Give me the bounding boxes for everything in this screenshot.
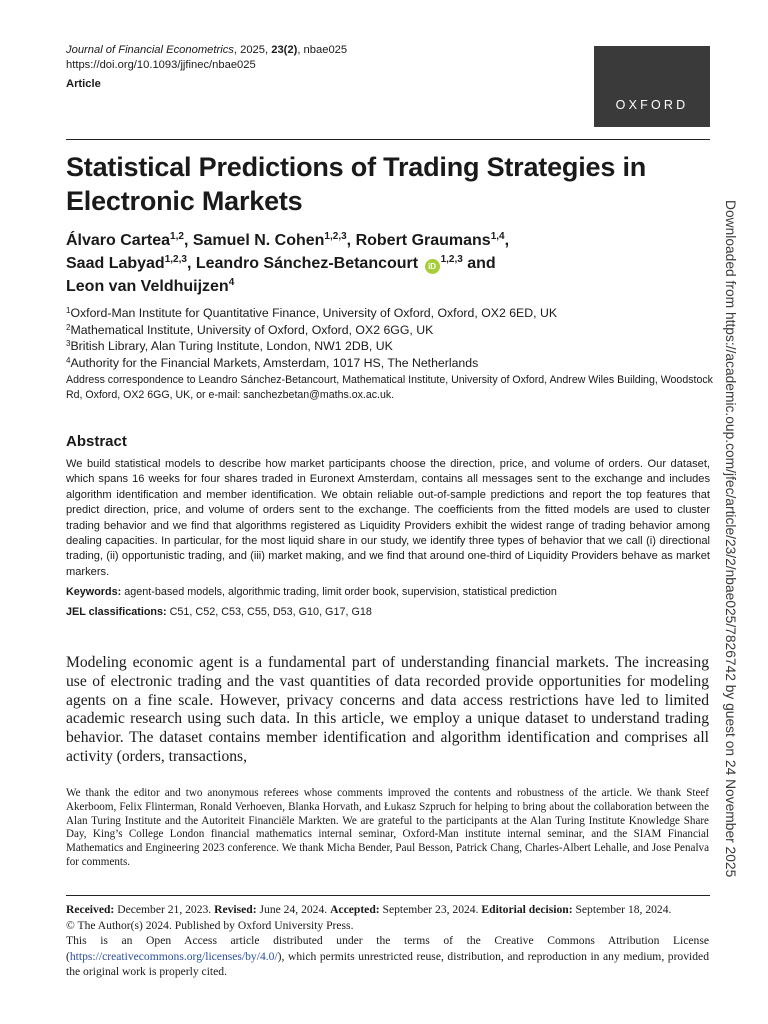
article-id: , nbae025 <box>297 44 348 56</box>
affiliation-item: $^2$Mathematical Institute, University of Oxford, Oxford, OX2 6GG, UK <box>66 322 434 337</box>
bottom-rule <box>66 895 710 896</box>
jel-label: JEL classifications: <box>66 606 167 618</box>
affiliation-item: $^4$Authority for the Financial Markets, Amsterdam, 1017 HS, The Netherlands <box>66 355 479 370</box>
journal-volume: 23(2) <box>271 44 298 56</box>
author-name[interactable]: Leon van Veldhuijzen <box>66 278 229 295</box>
author-name[interactable]: Samuel N. Cohen <box>192 232 325 249</box>
doi-link[interactable]: https://doi.org/10.1093/jjfinec/nbae025 <box>66 59 256 71</box>
download-note: Downloaded from https://academic.oup.com/jfec/article/23/2/nbae025/7826742 by guest on 24 November 2025 <box>723 200 738 878</box>
affiliation-item: $^1$Oxford-Man Institute for Quantitative Finance, University of Oxford, Oxford, OX2 6ED, UK <box>66 306 558 320</box>
author-affiliation-sup: 1,4 <box>490 231 505 242</box>
top-rule <box>66 139 710 140</box>
affiliation-item: $^3$British Library, Alan Turing Institute, London, NW1 2DB, UK <box>66 339 393 353</box>
keywords-label: Keywords: <box>66 586 122 598</box>
journal-year: , 2025, <box>233 44 272 56</box>
page-title: Statistical Predictions of Trading Strategies in Electronic Markets <box>66 152 647 216</box>
author-name[interactable]: Saad Labyad <box>66 255 165 272</box>
journal-name: Journal of Financial Econometrics <box>66 44 234 56</box>
intro-paragraph: Modeling economic agent is a fundamental part of understanding financial markets. The increasing use of electronic trading and the vast quantities of data recorded provide opportunities for modeling agents on a fine scale. However, privacy concerns and data access restrictions have led to limited academic research using such data. In this article, we employ a unique dataset to understand trading behavior. The dataset contains member identification and algorithm identification and comprises all activity (orders, transactions, <box>66 654 709 765</box>
author-name[interactable]: Álvaro Cartea <box>66 232 171 249</box>
author-affiliation-sup: 1,2,3 <box>324 231 347 242</box>
license-notice: This is an Open Access article distributed under the terms of the Creative Commons Attribution License (https://creativecommons.org/licenses/by/4.0/), which permits unrestricted reuse, distribution, and reproduction in any medium, provided the original work is properly cited. <box>66 934 709 979</box>
article-type: Article <box>66 78 101 90</box>
author-affiliation-sup: 4 <box>228 277 235 288</box>
license-link[interactable]: https://creativecommons.org/licenses/by/4.0/ <box>69 949 278 963</box>
journal-header <box>66 43 347 92</box>
jel-classifications <box>66 605 710 620</box>
journal-citation <box>66 43 347 58</box>
oxford-logo-text: OXFORD <box>615 98 689 112</box>
keywords-text: agent-based models, algorithmic trading, limit order book, supervision, statistical prediction <box>121 586 557 598</box>
jel-text: C51, C52, C53, C55, D53, G10, G17, G18 <box>166 606 372 618</box>
copyright-notice: © The Author(s) 2024. Published by Oxford University Press. <box>66 918 354 932</box>
article-dates: Received: December 21, 2023. Revised: June 24, 2024. Accepted: September 23, 2024. Editorial decision: September 18, 2024. <box>66 903 672 916</box>
author-name[interactable]: Leandro Sánchez-Betancourt <box>195 255 419 272</box>
author-affiliation-sup: 1,2,3 <box>164 254 187 265</box>
correspondence-note: Address correspondence to Leandro Sánchez-Betancourt, Mathematical Institute, University of Oxford, Andrew Wiles Building, Woodstock Rd, Oxford, OX2 6GG, UK, or e-mail: sanchezbetan@maths.ox.ac.uk. <box>66 374 713 401</box>
article-footer <box>66 902 709 980</box>
author-affiliation-sup: 1,2,3 <box>440 254 463 265</box>
acknowledgement-footnote: We thank the editor and two anonymous referees whose comments improved the contents and robustness of the article. We thank Steef Akerboom, Felix Flinterman, Ronald Verhoeven, Blanka Horvath, and Łukasz Szpruch for helping to bring about the collaboration between the Alan Turing Institute and the Autoriteit Financiële Markten. We are grateful to the participants at the Alan Turing Institute Knowledge Share Day, King’s College London financial mathematics internal seminar, Oxford-Man institute internal seminar, and the SIAM Financial Mathematics and Engineering 2023 conference. We thank Micha Bender, Paul Besson, Patrick Chang, Charles-Albert Lehalle, and Jose Penalva for comments. <box>66 787 709 868</box>
abstract-heading: Abstract <box>66 433 127 450</box>
keywords <box>66 585 710 600</box>
oxford-logo <box>594 46 710 127</box>
affiliations <box>66 305 706 371</box>
abstract-text: We build statistical models to describe how market participants choose the direction, price, and volume of orders. Our dataset, which spans 16 weeks for four shares traded in Euronext Amsterdam, contains all messages sent to the exchange and includes algorithm identification and member identification. We obtain reliable out-of-sample predictions and report the top features that predict direction, price, and volume of orders sent to the exchange. The coefficients from the fitted models are used to cluster trading behavior and we find that algorithms registered as Liquidity Providers exhibit the widest range of trading behavior among dealing capacities. In particular, for the most liquid share in our study, we identify three types of behavior that we call (i) directional trading, (ii) opportunistic trading, and (iii) market making, and we find that around one-third of Liquidity Providers behave as market markers. <box>66 458 710 578</box>
author-name[interactable]: Robert Graumans <box>355 232 491 249</box>
author-list: Álvaro Cartea$^{1,2}$, Samuel N. Cohen$^{1,2,3}$, Robert Graumans$^{1,4}$, Saad Labyad$^{1,2,3}$, Leandro Sánchez-Betancourt iD$^{1,2,3}$ and Leon van Veldhuijzen$^4$ <box>66 231 510 295</box>
author-affiliation-sup: 1,2 <box>170 231 184 242</box>
orcid-icon[interactable]: iD <box>425 259 440 274</box>
